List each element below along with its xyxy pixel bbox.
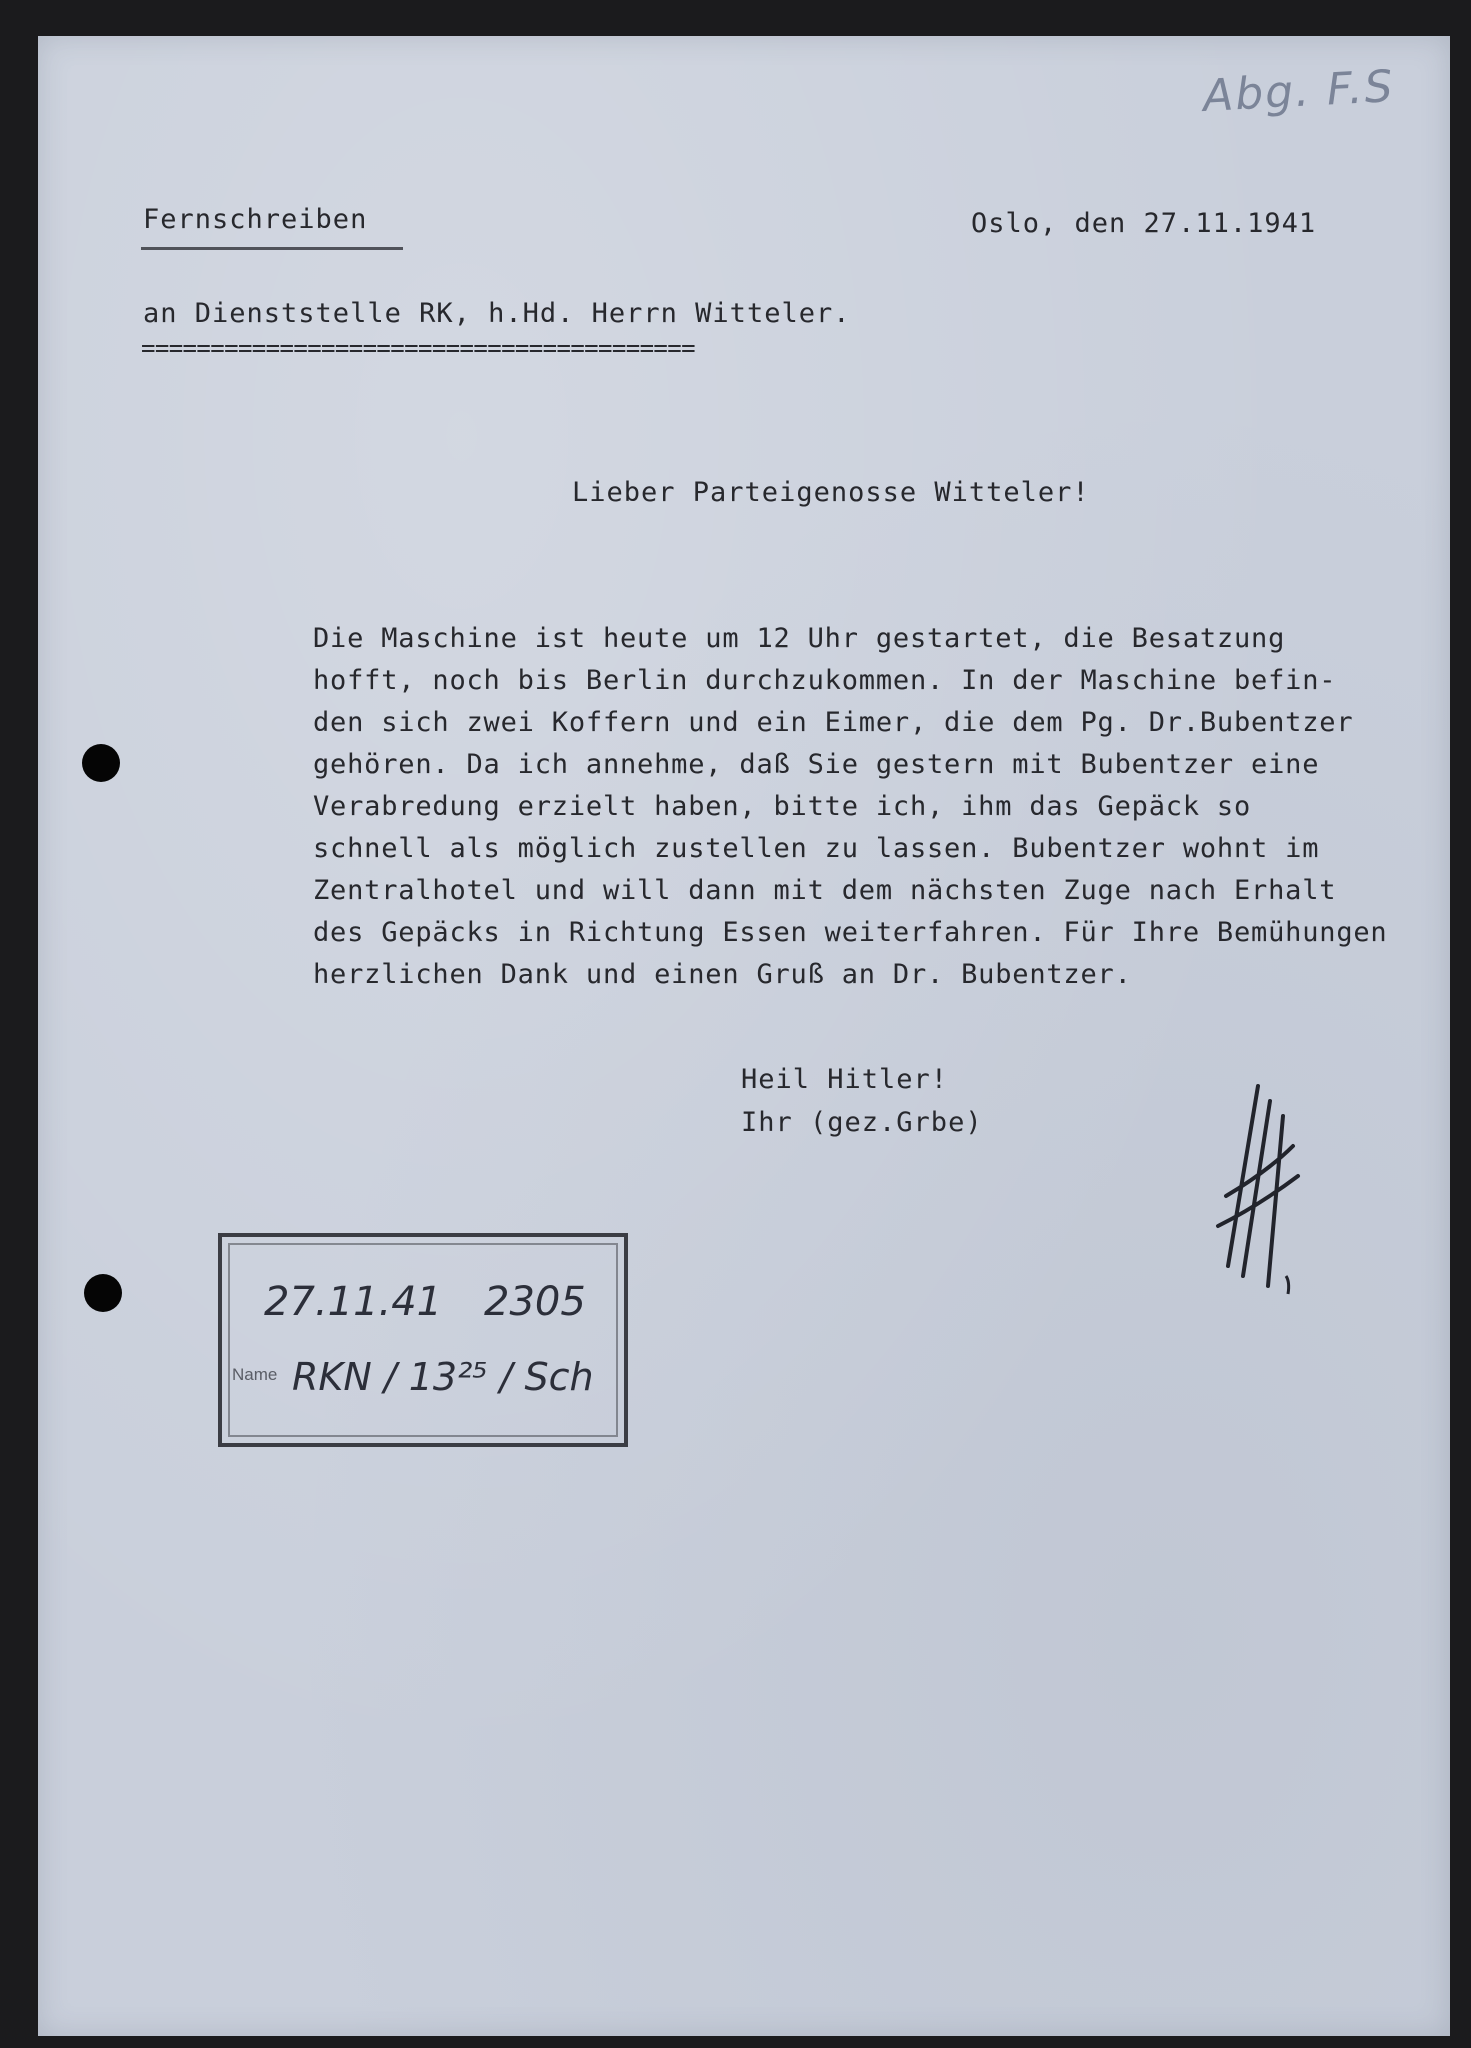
stamp-operator: RKN / 13²⁵ / Sch (292, 1355, 594, 1399)
body-line: des Gepäcks in Richtung Essen weiterfahren. Für Ihre Bemühungen (313, 917, 1388, 948)
place-date: Oslo, den 27.11.1941 (971, 208, 1317, 239)
body-line: schnell als möglich zustellen zu lassen. Bubentzer wohnt im (313, 833, 1320, 864)
document-sheet (38, 36, 1450, 2036)
letter-body (313, 618, 1413, 996)
closing-greeting: Heil Hitler! (741, 1064, 949, 1095)
punch-hole-lower (84, 1274, 122, 1312)
punch-hole-upper (82, 744, 120, 782)
closing-signature-line: Ihr (gez.Grbe) (741, 1107, 983, 1138)
body-line: Die Maschine ist heute um 12 Uhr gestartet, die Besatzung (313, 623, 1286, 654)
document-type: Fernschreiben (143, 204, 368, 235)
body-line: gehören. Da ich annehme, daß Sie gestern mit Bubentzer eine (313, 749, 1320, 780)
salutation: Lieber Parteigenosse Witteler! (572, 477, 1090, 508)
recipient-double-rule: ======================================== (141, 340, 695, 358)
stamp-time: 2305 (484, 1279, 586, 1325)
stamp-date: 27.11.41 (264, 1279, 443, 1325)
body-line: Zentralhotel und will dann mit dem nächsten Zuge nach Erhalt (313, 875, 1337, 906)
body-line: den sich zwei Koffern und ein Eimer, die dem Pg. Dr.Bubentzer (313, 707, 1354, 738)
body-line: Verabredung erzielt haben, bitte ich, ihm das Gepäck so (313, 791, 1252, 822)
document-type-underline (141, 247, 403, 250)
recipient-line: an Dienststelle RK, h.Hd. Herrn Witteler. (143, 298, 851, 329)
body-line: hofft, noch bis Berlin durchzukommen. In der Maschine befin- (313, 665, 1337, 696)
handwritten-signature (1198, 1076, 1308, 1316)
pencil-annotation: Abg. F.S (1201, 61, 1396, 122)
receipt-stamp (218, 1233, 628, 1447)
stamp-label-name: Name (232, 1365, 278, 1384)
body-line: herzlichen Dank und einen Gruß an Dr. Bubentzer. (313, 959, 1132, 990)
